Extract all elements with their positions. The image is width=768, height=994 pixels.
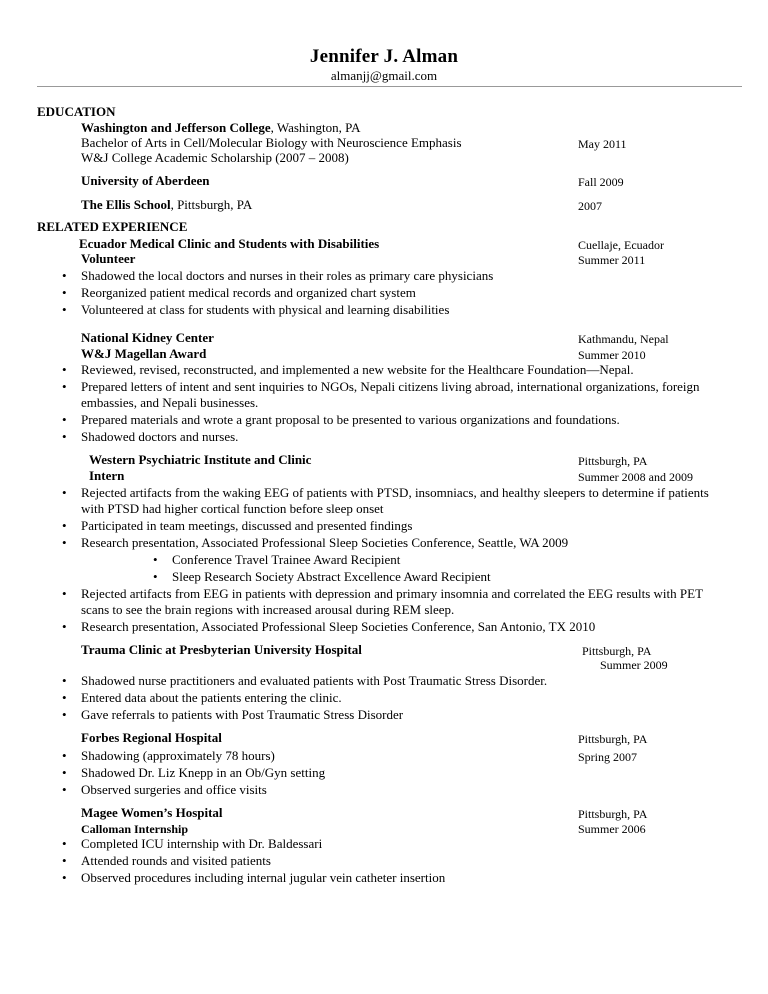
- aberdeen-date: Fall 2009: [578, 175, 624, 189]
- header-divider: [37, 86, 742, 87]
- kidney-location: Kathmandu, Nepal: [578, 332, 669, 346]
- candidate-name: Jennifer J. Alman: [309, 46, 459, 67]
- trauma-org: Trauma Clinic at Presbyterian University Hospital: [81, 642, 362, 657]
- list-item: • Gave referrals to patients with Post Traumatic Stress Disorder: [62, 707, 404, 722]
- magee-role: Calloman Internship: [81, 822, 189, 836]
- ellis-school-line: [81, 197, 252, 213]
- ellis-date: 2007: [578, 199, 602, 213]
- ellis-school: The Ellis School: [81, 197, 171, 212]
- ecuador-date: Summer 2011: [578, 253, 646, 267]
- list-item: • Attended rounds and visited patients: [62, 853, 271, 868]
- magee-org: Magee Women’s Hospital: [81, 805, 223, 820]
- list-item: • Entered data about the patients entering the clinic.: [62, 690, 342, 705]
- magee-location: Pittsburgh, PA: [578, 807, 648, 821]
- education-heading: EDUCATION: [37, 104, 116, 119]
- list-item: • Volunteered at class for students with physical and learning disabilities: [62, 302, 450, 317]
- aberdeen-school: University of Aberdeen: [81, 173, 210, 188]
- list-item: • Participated in team meetings, discussed and presented findings: [62, 518, 413, 533]
- list-item: • Reviewed, revised, reconstructed, and implemented a new website for the Healthcare Foundation—Nepal.: [62, 362, 634, 377]
- list-item: • Rejected artifacts from the waking EEG of patients with PTSD, insomniacs, and healthy sleepers to determine if patients with PTSD had higher cortical function before sleep onset: [62, 485, 709, 516]
- wpic-date: Summer 2008 and 2009: [578, 470, 693, 484]
- trauma-date: Summer 2009: [600, 658, 668, 672]
- kidney-org: National Kidney Center: [81, 330, 214, 345]
- wpic-location: Pittsburgh, PA: [578, 454, 648, 468]
- wj-scholarship: W&J College Academic Scholarship (2007 – 2008): [81, 150, 349, 165]
- forbes-org: Forbes Regional Hospital: [81, 730, 222, 745]
- ecuador-location: Cuellaje, Ecuador: [578, 238, 664, 252]
- wj-school: Washington and Jefferson College: [81, 120, 271, 135]
- list-item: • Observed procedures including internal jugular vein catheter insertion: [62, 870, 446, 885]
- forbes-location: Pittsburgh, PA: [578, 732, 648, 746]
- list-item: • Sleep Research Society Abstract Excellence Award Recipient: [153, 569, 491, 584]
- list-item: • Conference Travel Trainee Award Recipient: [153, 552, 401, 567]
- list-item: • Observed surgeries and office visits: [62, 782, 267, 797]
- wj-location: , Washington, PA: [270, 120, 361, 135]
- list-item: • Prepared letters of intent and sent inquiries to NGOs, Nepali citizens living abroad, international organizations, foreign embassies, and Nepali businesses.: [62, 379, 700, 410]
- trauma-location: Pittsburgh, PA: [582, 644, 652, 658]
- experience-heading: RELATED EXPERIENCE: [37, 219, 188, 234]
- wj-degree: Bachelor of Arts in Cell/Molecular Biology with Neuroscience Emphasis: [81, 135, 462, 150]
- list-item: • Shadowing (approximately 78 hours): [62, 748, 275, 763]
- list-item: • Shadowed Dr. Liz Knepp in an Ob/Gyn setting: [62, 765, 326, 780]
- list-item: • Shadowed doctors and nurses.: [62, 429, 239, 444]
- kidney-role: W&J Magellan Award: [81, 346, 207, 361]
- list-item: • Shadowed the local doctors and nurses in their roles as primary care physicians: [62, 268, 494, 283]
- magee-date: Summer 2006: [578, 822, 646, 836]
- list-item: • Research presentation, Associated Professional Sleep Societies Conference, Seattle, WA 2009: [62, 535, 569, 550]
- forbes-date: Spring 2007: [578, 750, 638, 764]
- list-item: • Shadowed nurse practitioners and evaluated patients with Post Traumatic Stress Disorder.: [62, 673, 548, 688]
- list-item: • Rejected artifacts from EEG in patients with depression and primary insomnia and correlated the EEG results with PET scans to see the brain regions with increased arousal during REM sleep.: [62, 586, 703, 617]
- list-item: • Completed ICU internship with Dr. Baldessari: [62, 836, 323, 851]
- wj-school-line: [81, 120, 361, 136]
- list-item: • Reorganized patient medical records and organized chart system: [62, 285, 416, 300]
- ecuador-org: Ecuador Medical Clinic and Students with Disabilities: [79, 236, 380, 251]
- wpic-role: Intern: [89, 468, 125, 483]
- kidney-date: Summer 2010: [578, 348, 646, 362]
- list-item: • Prepared materials and wrote a grant proposal to be presented to various organizations and foundations.: [62, 412, 620, 427]
- ellis-location: , Pittsburgh, PA: [170, 197, 253, 212]
- wpic-org: Western Psychiatric Institute and Clinic: [89, 452, 312, 467]
- list-item: • Research presentation, Associated Professional Sleep Societies Conference, San Antonio, TX 2010: [62, 619, 596, 634]
- ecuador-role: Volunteer: [81, 251, 136, 266]
- candidate-email[interactable]: almanjj@gmail.com: [330, 68, 438, 83]
- wj-date: May 2011: [578, 137, 627, 151]
